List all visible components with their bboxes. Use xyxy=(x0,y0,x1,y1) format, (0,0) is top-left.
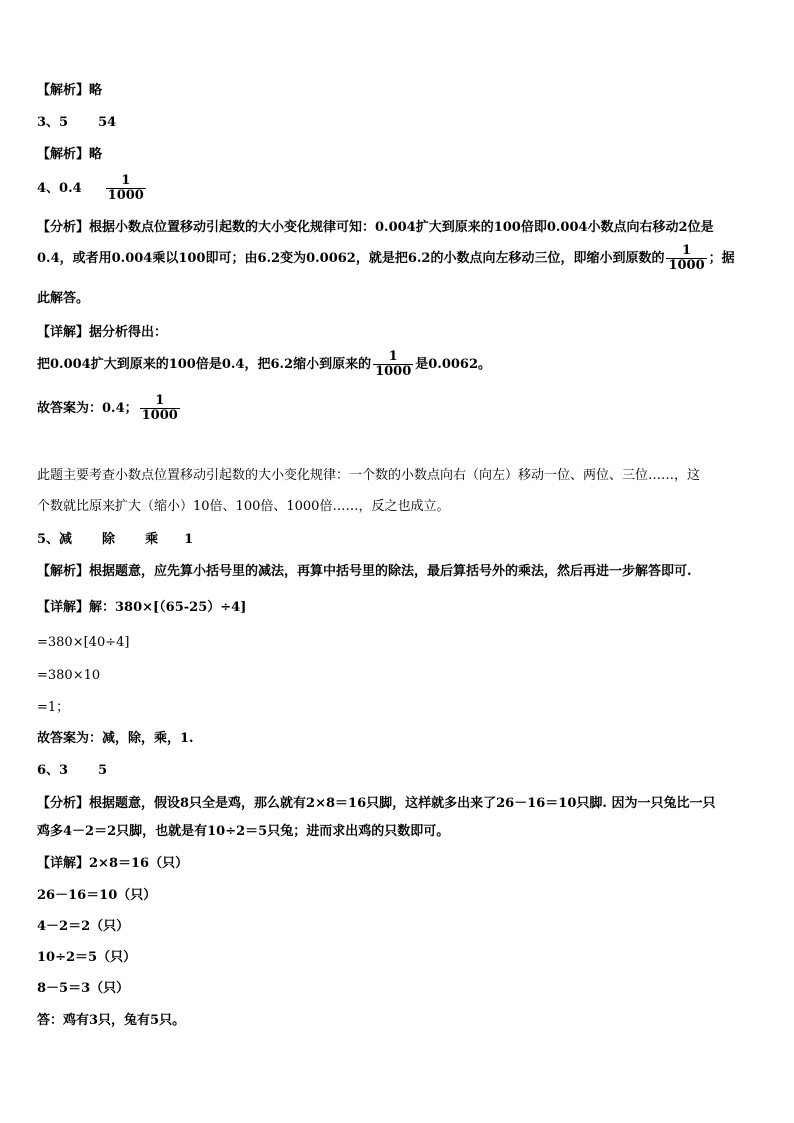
text: 鸡多4－2＝2只脚，也就是有10÷2＝5只兔；进而求出鸡的只数即可。 xyxy=(37,824,450,839)
detail-line-5c xyxy=(37,667,100,685)
answer-number: 4、0.4 xyxy=(37,181,82,196)
text: 10÷2＝5（只） xyxy=(37,950,137,965)
text: 此题主要考查小数点位置移动引起数的大小变化规律：一个数的小数点向右（向左）移动一位、两位、三位……，这 xyxy=(37,468,701,483)
detail-line-1 xyxy=(37,350,491,379)
text: =380×10 xyxy=(37,668,101,683)
text: =380×[40÷4] xyxy=(37,635,130,650)
text: 答：鸡有3只，兔有5只。 xyxy=(37,1013,186,1028)
numerator: 1 xyxy=(388,349,398,364)
text: 此解答。 xyxy=(37,291,90,306)
denominator: 1000 xyxy=(668,258,705,273)
denominator: 1000 xyxy=(375,364,412,379)
detail-line-5a xyxy=(37,599,246,617)
answer-line-5 xyxy=(37,730,194,748)
text: 【详解】2×8＝16（只） xyxy=(37,856,189,871)
fraction xyxy=(140,394,180,423)
summary-line-1 xyxy=(37,467,700,485)
text: 【详解】解：380×[（65-25）÷4] xyxy=(37,600,247,615)
text: 【解析】略 xyxy=(37,147,103,162)
fraction xyxy=(106,174,146,203)
fraction xyxy=(373,350,413,379)
analysis-line-2 xyxy=(37,146,102,164)
answer-value: 1 xyxy=(184,532,194,547)
detail-heading xyxy=(37,324,167,342)
detail-line-6e xyxy=(37,980,129,998)
text: 个数就比原来扩大（缩小）10倍、100倍、1000倍……，反之也成立。 xyxy=(37,499,450,514)
summary-line-2 xyxy=(37,498,449,516)
text: 把0.004扩大到原来的100倍是0.4，把6.2缩小到原来的 xyxy=(37,357,372,372)
text: 【详解】据分析得出： xyxy=(37,325,168,340)
answer-value: 乘 xyxy=(145,532,159,547)
numerator: 1 xyxy=(155,393,165,408)
analysis-para-6b xyxy=(37,823,449,841)
text: 0.4，或者用0.004乘以100即可；由6.2变为0.0062，就是把6.2的小数点向左移动三位，即缩小到原数的 xyxy=(37,251,665,266)
analysis-line-5 xyxy=(37,563,692,581)
text: 【解析】根据题意，应先算小括号里的减法，再算中括号里的除法，最后算括号外的乘法，然后再进一步解答即可. xyxy=(37,564,692,579)
answer-value: 5 xyxy=(98,763,108,778)
fraction xyxy=(666,244,706,273)
answer-value: 除 xyxy=(102,532,116,547)
answer-5 xyxy=(37,531,193,549)
answer-line xyxy=(37,394,182,423)
answer-value: 54 xyxy=(98,115,117,130)
analysis-para-2 xyxy=(37,244,735,273)
text: 故答案为：减，除，乘，1. xyxy=(37,731,194,746)
text: 【分析】根据小数点位置移动引起数的大小变化规律可知：0.004扩大到原来的100倍即0.004小数点向右移动2位是 xyxy=(37,220,714,235)
answer-number: 5、减 xyxy=(37,532,73,547)
detail-line-6a xyxy=(37,855,188,873)
analysis-para-6a xyxy=(37,795,715,813)
answer-3 xyxy=(37,114,116,132)
detail-line-6b xyxy=(37,887,156,905)
answer-number: 6、3 xyxy=(37,763,69,778)
answer-number: 3、5 xyxy=(37,115,69,130)
numerator: 1 xyxy=(121,173,131,188)
answer-line-6 xyxy=(37,1012,185,1030)
detail-line-5b xyxy=(37,634,129,652)
denominator: 1000 xyxy=(141,408,178,423)
text: 8－5＝3（只） xyxy=(37,981,130,996)
analysis-para-1 xyxy=(37,219,714,237)
detail-line-5d xyxy=(37,699,69,717)
analysis-line-1 xyxy=(37,82,102,100)
detail-line-6d xyxy=(37,949,136,967)
text: 26－16＝10（只） xyxy=(37,888,157,903)
text: 故答案为：0.4； xyxy=(37,401,138,416)
denominator: 1000 xyxy=(107,188,144,203)
text: ；据 xyxy=(708,251,735,266)
numerator: 1 xyxy=(682,243,692,258)
analysis-para-3 xyxy=(37,290,89,308)
answer-4 xyxy=(37,174,148,203)
text: 【分析】根据题意，假设8只全是鸡，那么就有2×8＝16只脚，这样就多出来了26－16＝10只脚. 因为一只兔比一只 xyxy=(37,796,716,811)
text: 4－2＝2（只） xyxy=(37,919,130,934)
text: =1； xyxy=(37,700,70,715)
text: 【解析】略 xyxy=(37,83,103,98)
answer-6 xyxy=(37,762,107,780)
detail-line-6c xyxy=(37,918,129,936)
text: 是0.0062。 xyxy=(415,357,492,372)
